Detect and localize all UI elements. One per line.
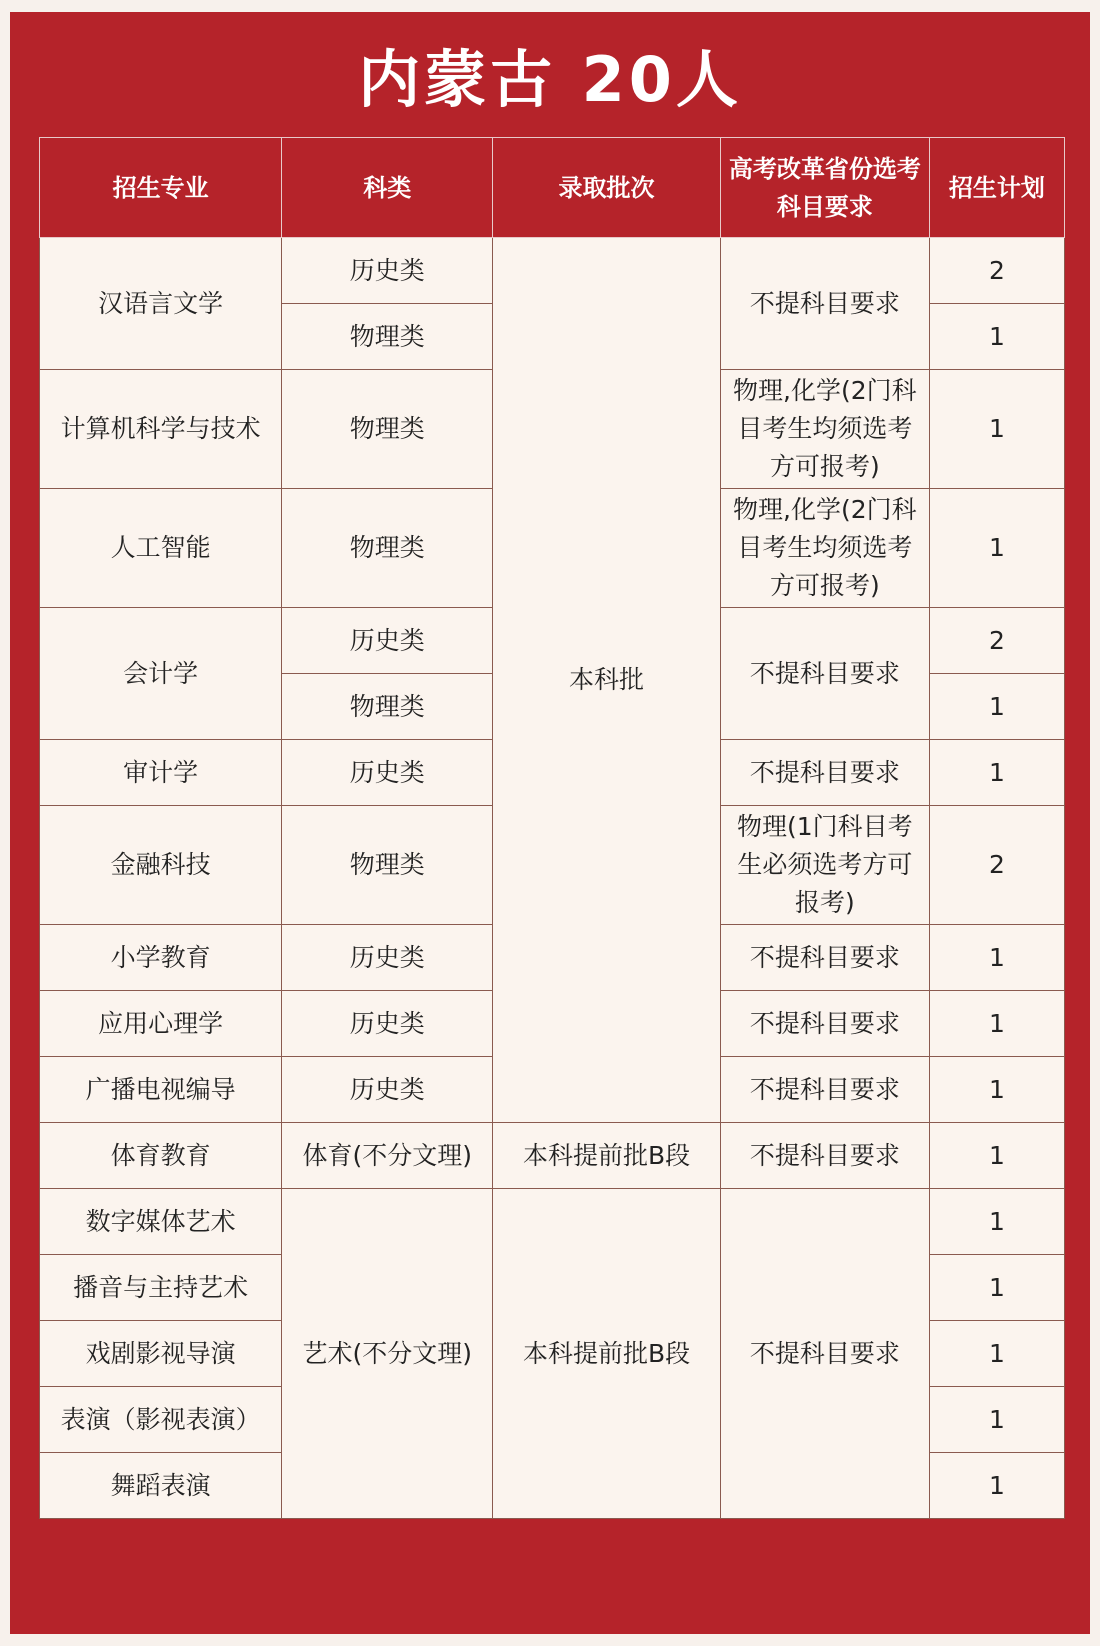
plan-cell: 1: [929, 304, 1064, 370]
type-cell: 历史类: [282, 740, 493, 806]
header-batch: 录取批次: [493, 138, 721, 238]
plan-cell: 2: [929, 608, 1064, 674]
type-cell: 历史类: [282, 991, 493, 1057]
requirement-cell: 物理,化学(2门科目考生均须选考方可报考): [720, 370, 929, 489]
requirement-cell: 不提科目要求: [720, 608, 929, 740]
major-cell: 体育教育: [40, 1123, 282, 1189]
plan-cell: 1: [929, 489, 1064, 608]
header-major: 招生专业: [40, 138, 282, 238]
page-title: 内蒙古 20人: [358, 43, 742, 116]
major-cell: 计算机科学与技术: [40, 370, 282, 489]
major-cell: 戏剧影视导演: [40, 1321, 282, 1387]
requirement-cell: 物理(1门科目考生必须选考方可报考): [720, 806, 929, 925]
plan-cell: 1: [929, 1387, 1064, 1453]
major-cell: 播音与主持艺术: [40, 1255, 282, 1321]
requirement-cell: 不提科目要求: [720, 740, 929, 806]
table-header-row: [40, 138, 1065, 238]
major-cell: 汉语言文学: [40, 238, 282, 370]
plan-cell: 1: [929, 740, 1064, 806]
table-row: [40, 1189, 1065, 1255]
major-cell: 表演（影视表演）: [40, 1387, 282, 1453]
plan-cell: 1: [929, 1057, 1064, 1123]
requirement-cell: 不提科目要求: [720, 1189, 929, 1519]
requirement-cell: 不提科目要求: [720, 925, 929, 991]
requirement-cell: 不提科目要求: [720, 1123, 929, 1189]
admission-plan-table: [39, 137, 1065, 1519]
header-type: 科类: [282, 138, 493, 238]
batch-cell: 本科批: [493, 238, 721, 1123]
type-cell: 物理类: [282, 674, 493, 740]
plan-cell: 1: [929, 1189, 1064, 1255]
major-cell: 舞蹈表演: [40, 1453, 282, 1519]
type-cell: 历史类: [282, 608, 493, 674]
plan-cell: 1: [929, 674, 1064, 740]
plan-cell: 2: [929, 238, 1064, 304]
header-plan: 招生计划: [929, 138, 1064, 238]
type-cell: 物理类: [282, 370, 493, 489]
major-cell: 审计学: [40, 740, 282, 806]
plan-cell: 2: [929, 806, 1064, 925]
batch-cell: 本科提前批B段: [493, 1123, 721, 1189]
header-requirement: 高考改革省份选考科目要求: [720, 138, 929, 238]
table-row: [40, 1123, 1065, 1189]
type-cell: 物理类: [282, 806, 493, 925]
batch-cell: 本科提前批B段: [493, 1189, 721, 1519]
type-cell: 历史类: [282, 238, 493, 304]
table-row: [40, 238, 1065, 304]
plan-cell: 1: [929, 991, 1064, 1057]
requirement-cell: 不提科目要求: [720, 238, 929, 370]
requirement-cell: 不提科目要求: [720, 1057, 929, 1123]
requirement-cell: 不提科目要求: [720, 991, 929, 1057]
major-cell: 金融科技: [40, 806, 282, 925]
major-cell: 小学教育: [40, 925, 282, 991]
plan-cell: 1: [929, 925, 1064, 991]
type-cell: 艺术(不分文理): [282, 1189, 493, 1519]
plan-cell: 1: [929, 1321, 1064, 1387]
major-cell: 广播电视编导: [40, 1057, 282, 1123]
type-cell: 历史类: [282, 925, 493, 991]
plan-cell: 1: [929, 1453, 1064, 1519]
plan-cell: 1: [929, 1255, 1064, 1321]
major-cell: 数字媒体艺术: [40, 1189, 282, 1255]
requirement-cell: 物理,化学(2门科目考生均须选考方可报考): [720, 489, 929, 608]
type-cell: 物理类: [282, 304, 493, 370]
type-cell: 体育(不分文理): [282, 1123, 493, 1189]
major-cell: 应用心理学: [40, 991, 282, 1057]
plan-cell: 1: [929, 370, 1064, 489]
plan-cell: 1: [929, 1123, 1064, 1189]
major-cell: 会计学: [40, 608, 282, 740]
type-cell: 物理类: [282, 489, 493, 608]
type-cell: 历史类: [282, 1057, 493, 1123]
major-cell: 人工智能: [40, 489, 282, 608]
